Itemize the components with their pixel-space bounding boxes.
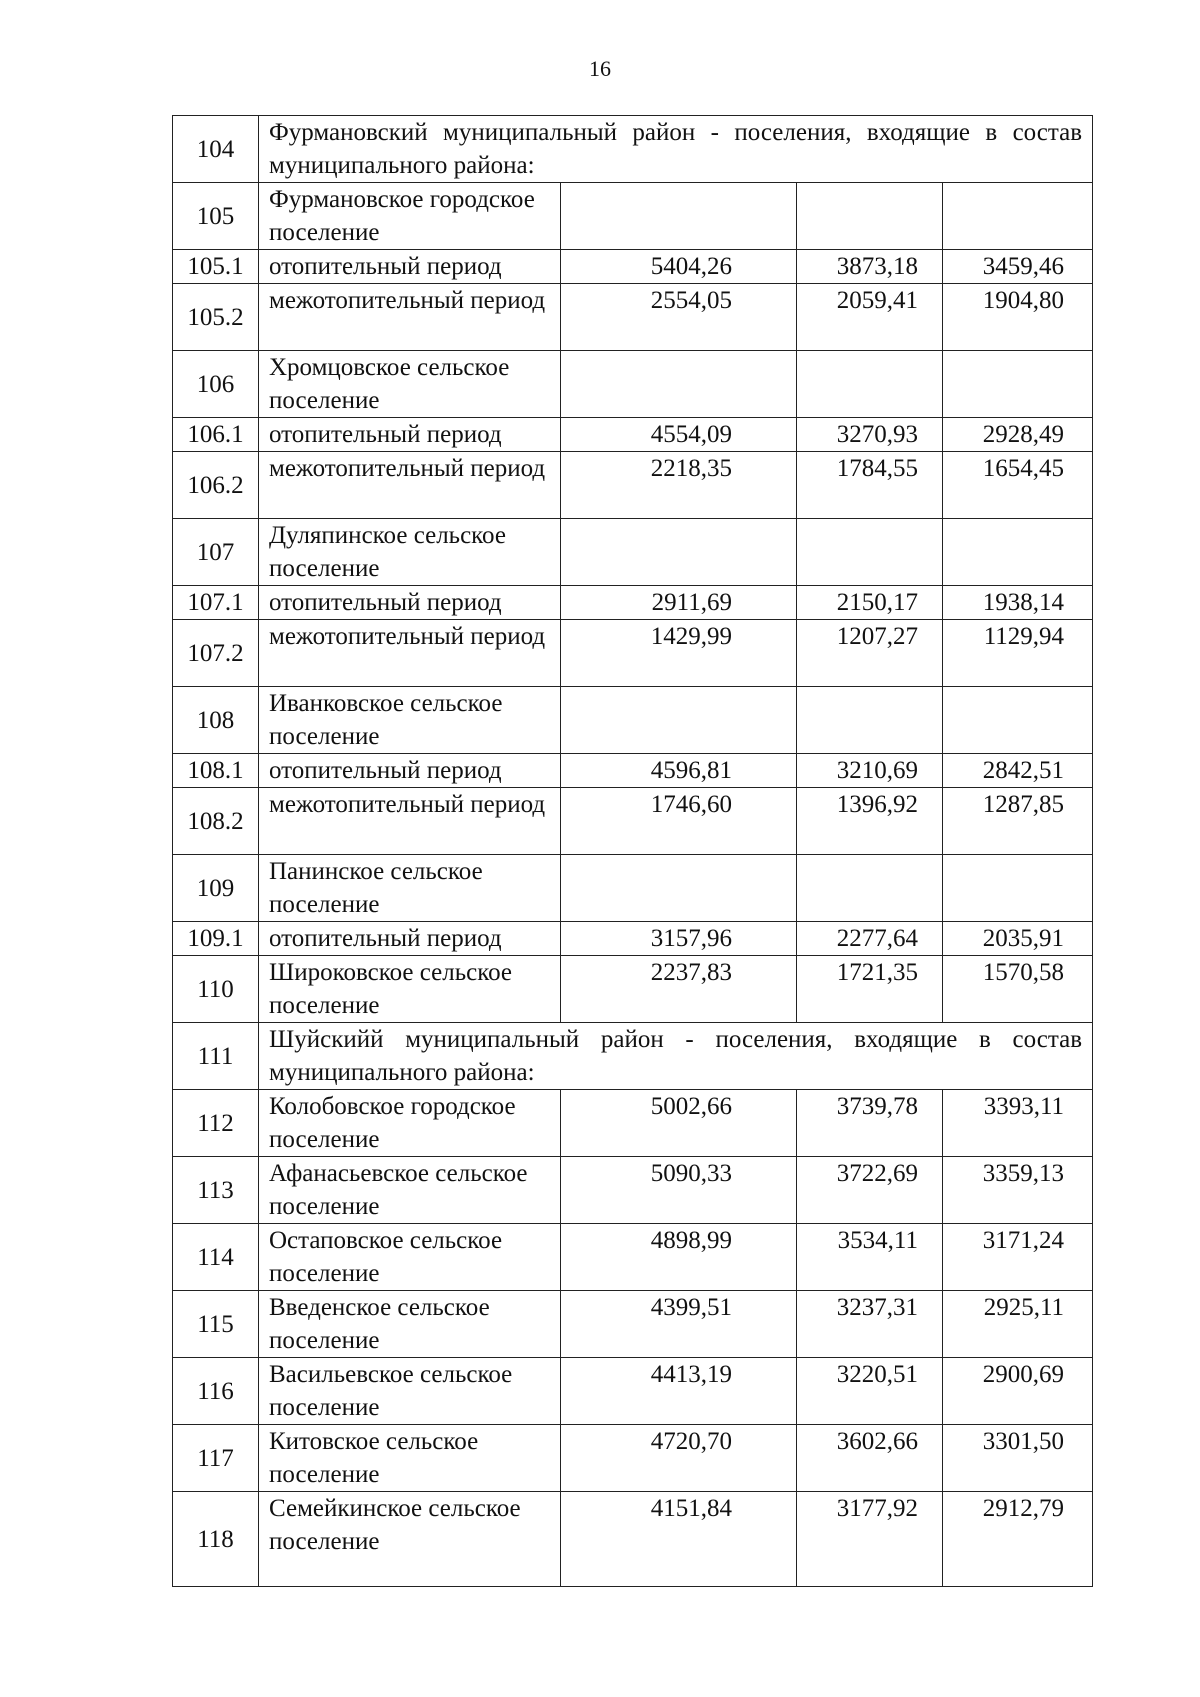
period-label: отопительный период (259, 754, 561, 788)
value-cell-3 (943, 519, 1093, 586)
value-cell-3: 3393,11 (943, 1090, 1093, 1157)
tariff-table (172, 115, 1093, 1587)
value-cell-2 (797, 351, 943, 418)
value-cell-3 (943, 183, 1093, 250)
value-cell-2 (797, 687, 943, 754)
value-cell-2: 1784,55 (797, 452, 943, 519)
row-number: 111 (173, 1023, 259, 1090)
table-row (173, 284, 1093, 351)
value-cell-3: 2842,51 (943, 754, 1093, 788)
value-cell-1: 5002,66 (561, 1090, 797, 1157)
table-row (173, 116, 1093, 183)
value-cell-2: 3602,66 (797, 1425, 943, 1492)
table-row (173, 754, 1093, 788)
value-cell-1 (561, 687, 797, 754)
table-row (173, 418, 1093, 452)
value-cell-1: 5090,33 (561, 1157, 797, 1224)
row-number: 106 (173, 351, 259, 418)
value-cell-2: 3210,69 (797, 754, 943, 788)
value-cell-1: 4596,81 (561, 754, 797, 788)
row-number: 105 (173, 183, 259, 250)
table-row (173, 351, 1093, 418)
table-row (173, 1157, 1093, 1224)
table-row (173, 250, 1093, 284)
settlement-name: Афанасьевское сельское поселение (259, 1157, 561, 1224)
period-label: межотопительный период (259, 452, 561, 519)
value-cell-1 (561, 351, 797, 418)
value-cell-3: 3459,46 (943, 250, 1093, 284)
row-number: 114 (173, 1224, 259, 1291)
row-number: 106.1 (173, 418, 259, 452)
row-number: 109 (173, 855, 259, 922)
row-number: 104 (173, 116, 259, 183)
value-cell-3: 1904,80 (943, 284, 1093, 351)
settlement-name: Иванковское сельское поселение (259, 687, 561, 754)
value-cell-2: 3534,11 (797, 1224, 943, 1291)
value-cell-1: 1746,60 (561, 788, 797, 855)
row-number: 108.2 (173, 788, 259, 855)
table-row (173, 452, 1093, 519)
period-label: отопительный период (259, 418, 561, 452)
value-cell-1: 4554,09 (561, 418, 797, 452)
value-cell-3: 3301,50 (943, 1425, 1093, 1492)
value-cell-2: 1207,27 (797, 620, 943, 687)
row-number: 105.2 (173, 284, 259, 351)
table-row (173, 922, 1093, 956)
value-cell-1: 2237,83 (561, 956, 797, 1023)
value-cell-3: 1129,94 (943, 620, 1093, 687)
value-cell-3: 1654,45 (943, 452, 1093, 519)
value-cell-3: 3171,24 (943, 1224, 1093, 1291)
value-cell-3: 1570,58 (943, 956, 1093, 1023)
value-cell-2: 3722,69 (797, 1157, 943, 1224)
row-number: 105.1 (173, 250, 259, 284)
value-cell-2 (797, 183, 943, 250)
district-heading: Фурмановский муниципальный район - поселения, входящие в состав муниципального района: (259, 116, 1093, 183)
value-cell-3: 2925,11 (943, 1291, 1093, 1358)
table-row (173, 1224, 1093, 1291)
row-number: 117 (173, 1425, 259, 1492)
table-row (173, 1090, 1093, 1157)
table-row (173, 1358, 1093, 1425)
row-number: 109.1 (173, 922, 259, 956)
value-cell-3: 3359,13 (943, 1157, 1093, 1224)
table-row (173, 788, 1093, 855)
row-number: 115 (173, 1291, 259, 1358)
table-body (173, 116, 1093, 1587)
value-cell-1 (561, 183, 797, 250)
value-cell-3: 2035,91 (943, 922, 1093, 956)
value-cell-3: 2912,79 (943, 1492, 1093, 1587)
table-row (173, 1425, 1093, 1492)
value-cell-1: 5404,26 (561, 250, 797, 284)
row-number: 107.1 (173, 586, 259, 620)
row-number: 112 (173, 1090, 259, 1157)
period-label: отопительный период (259, 250, 561, 284)
value-cell-1: 2554,05 (561, 284, 797, 351)
value-cell-2: 1721,35 (797, 956, 943, 1023)
value-cell-2: 1396,92 (797, 788, 943, 855)
settlement-name: Остаповское сельское поселение (259, 1224, 561, 1291)
value-cell-2: 3270,93 (797, 418, 943, 452)
row-number: 108 (173, 687, 259, 754)
table-row (173, 1291, 1093, 1358)
table-row (173, 1023, 1093, 1090)
value-cell-2: 2150,17 (797, 586, 943, 620)
row-number: 107.2 (173, 620, 259, 687)
row-number: 118 (173, 1492, 259, 1587)
value-cell-3: 1938,14 (943, 586, 1093, 620)
settlement-name: Хромцовское сельское поселение (259, 351, 561, 418)
table-row (173, 687, 1093, 754)
value-cell-3: 1287,85 (943, 788, 1093, 855)
period-label: межотопительный период (259, 620, 561, 687)
value-cell-1: 4898,99 (561, 1224, 797, 1291)
table-row (173, 519, 1093, 586)
value-cell-1: 4151,84 (561, 1492, 797, 1587)
value-cell-3 (943, 351, 1093, 418)
value-cell-2: 2277,64 (797, 922, 943, 956)
period-label: отопительный период (259, 922, 561, 956)
settlement-name: Семейкинское сельское поселение (259, 1492, 561, 1587)
table-row (173, 586, 1093, 620)
period-label: межотопительный период (259, 788, 561, 855)
value-cell-2 (797, 519, 943, 586)
period-label: межотопительный период (259, 284, 561, 351)
row-number: 110 (173, 956, 259, 1023)
value-cell-3 (943, 855, 1093, 922)
value-cell-2 (797, 855, 943, 922)
row-number: 106.2 (173, 452, 259, 519)
settlement-name: Панинское сельское поселение (259, 855, 561, 922)
row-number: 108.1 (173, 754, 259, 788)
value-cell-1: 4399,51 (561, 1291, 797, 1358)
row-number: 116 (173, 1358, 259, 1425)
period-label: отопительный период (259, 586, 561, 620)
page-number: 16 (589, 56, 611, 81)
district-heading: Шуйскийй муниципальный район - поселения, входящие в состав муниципального района: (259, 1023, 1093, 1090)
value-cell-1 (561, 519, 797, 586)
row-number: 107 (173, 519, 259, 586)
settlement-name: Васильевское сельское поселение (259, 1358, 561, 1425)
settlement-name: Дуляпинское сельское поселение (259, 519, 561, 586)
value-cell-2: 2059,41 (797, 284, 943, 351)
value-cell-3: 2900,69 (943, 1358, 1093, 1425)
table-row (173, 183, 1093, 250)
value-cell-2: 3739,78 (797, 1090, 943, 1157)
value-cell-2: 3177,92 (797, 1492, 943, 1587)
row-number: 113 (173, 1157, 259, 1224)
value-cell-1: 3157,96 (561, 922, 797, 956)
value-cell-2: 3220,51 (797, 1358, 943, 1425)
value-cell-1: 4720,70 (561, 1425, 797, 1492)
value-cell-3 (943, 687, 1093, 754)
settlement-name: Колобовское городское поселение (259, 1090, 561, 1157)
table-row (173, 1492, 1093, 1587)
value-cell-1: 2911,69 (561, 586, 797, 620)
table-row (173, 620, 1093, 687)
value-cell-2: 3873,18 (797, 250, 943, 284)
value-cell-2: 3237,31 (797, 1291, 943, 1358)
value-cell-1: 4413,19 (561, 1358, 797, 1425)
value-cell-1: 2218,35 (561, 452, 797, 519)
value-cell-3: 2928,49 (943, 418, 1093, 452)
settlement-name: Китовское сельское поселение (259, 1425, 561, 1492)
table-row (173, 855, 1093, 922)
settlement-name: Фурмановское городское поселение (259, 183, 561, 250)
value-cell-1 (561, 855, 797, 922)
settlement-name: Введенское сельское поселение (259, 1291, 561, 1358)
settlement-name: Широковское сельское поселение (259, 956, 561, 1023)
value-cell-1: 1429,99 (561, 620, 797, 687)
table-row (173, 956, 1093, 1023)
